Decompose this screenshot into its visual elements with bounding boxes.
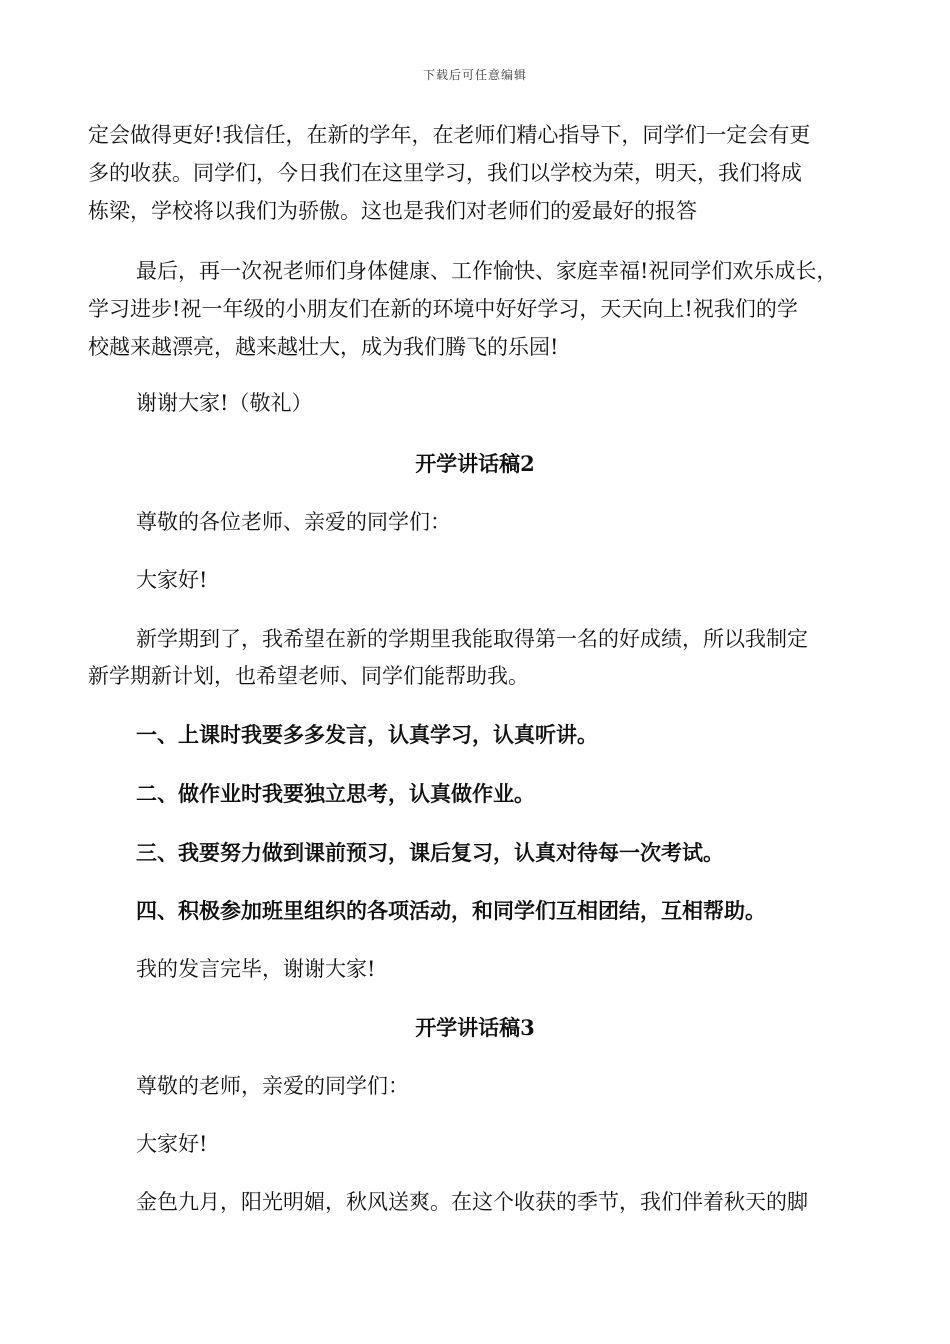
- paragraph-line: 新学期新计划，也希望老师、同学们能帮助我。: [88, 664, 529, 688]
- hello-line: 大家好!: [136, 1132, 208, 1156]
- greeting-line: 尊敬的各位老师、亲爱的同学们：: [136, 510, 451, 534]
- section-title: 开学讲话稿2: [415, 451, 535, 476]
- paragraph-line: 栋梁，学校将以我们为骄傲。这也是我们对老师们的爱最好的报答: [88, 199, 697, 223]
- header-note: 下载后可任意编辑: [422, 68, 527, 82]
- paragraph-line: 校越来越漂亮，越来越壮大，成为我们腾飞的乐园!: [88, 335, 559, 359]
- paragraph-line: 学习进步!祝一年级的小朋友们在新的环境中好好学习，天天向上!祝我们的学: [88, 297, 798, 321]
- plan-item: 三、我要努力做到课前预习，课后复习，认真对待每一次考试。: [136, 840, 724, 865]
- paragraph-line: 最后，再一次祝老师们身体健康、工作愉快、家庭幸福!祝同学们欢乐成长，: [136, 259, 838, 283]
- thanks-line: 谢谢大家!（敬礼）: [136, 391, 313, 415]
- plan-item: 四、积极参加班里组织的各项活动，和同学们互相团结，互相帮助。: [136, 898, 766, 923]
- ending-line: 我的发言完毕，谢谢大家!: [136, 957, 376, 981]
- section-title: 开学讲话稿3: [415, 1015, 535, 1040]
- hello-line: 大家好!: [136, 568, 208, 592]
- paragraph-line: 新学期到了，我希望在新的学期里我能取得第一名的好成绩，所以我制定: [136, 627, 808, 651]
- paragraph-line: 金色九月，阳光明媚，秋风送爽。在这个收获的季节，我们伴着秋天的脚: [136, 1190, 808, 1214]
- paragraph-line: 定会做得更好!我信任，在新的学年，在老师们精心指导下，同学们一定会有更: [88, 123, 811, 147]
- plan-item: 二、做作业时我要独立思考，认真做作业。: [136, 781, 535, 806]
- greeting-line: 尊敬的老师，亲爱的同学们：: [136, 1074, 409, 1098]
- paragraph-line: 多的收获。同学们，今日我们在这里学习，我们以学校为荣，明天，我们将成: [88, 161, 802, 185]
- plan-item: 一、上课时我要多多发言，认真学习，认真听讲。: [136, 722, 598, 747]
